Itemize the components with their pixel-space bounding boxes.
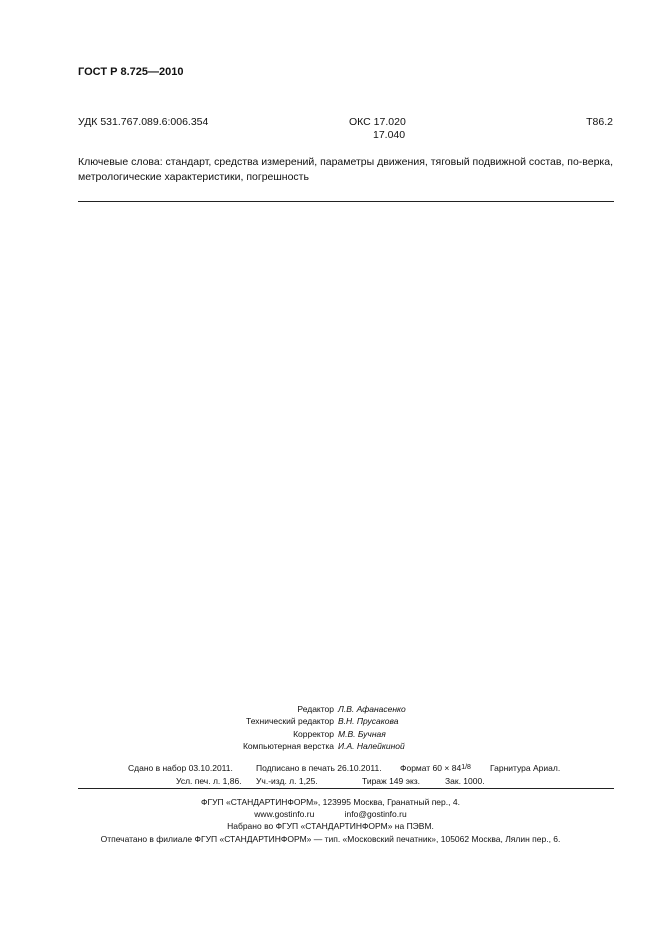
contact-row [0, 808, 661, 820]
publication-info [0, 762, 661, 787]
credit-row-corrector [0, 728, 661, 740]
credits-block [0, 703, 661, 752]
divider-bottom [78, 788, 614, 789]
credit-name: И.А. Налейкиной [338, 740, 405, 751]
format-prefix: Формат 60 [400, 763, 443, 773]
publisher-address: ФГУП «СТАНДАРТИНФОРМ», 123995 Москва, Гранатный пер., 4. [201, 797, 460, 807]
credit-name: В.Н. Прусакова [338, 716, 399, 727]
sent-date: Сдано в набор 03.10.2011. [128, 763, 233, 773]
tirazh-info: Тираж 149 экз. [362, 775, 421, 786]
signed-date: Подписано в печать 26.10.2011. [256, 763, 382, 773]
order-info: Зак. 1000. [445, 775, 485, 786]
oks-code [349, 116, 406, 141]
credit-role: Корректор [293, 728, 334, 739]
credit-role: Технический редактор [246, 716, 334, 727]
credit-row-layout [0, 740, 661, 752]
oks-line-1: ОКС 17.020 [349, 116, 406, 128]
divider-top [78, 201, 614, 202]
credit-name: М.В. Бучная [338, 728, 386, 739]
font-info: Гарнитура Ариал. [490, 763, 561, 773]
credit-role: Редактор [297, 704, 334, 714]
credit-row-tech-editor [0, 715, 661, 727]
format-suffix: 84 [451, 763, 462, 773]
typeset-info: Набрано во ФГУП «СТАНДАРТИНФОРМ» на ПЭВМ. [227, 821, 434, 832]
udk-code: УДК 531.767.089.6:006.354 [78, 116, 209, 128]
format-times: × [444, 763, 450, 773]
credit-name: Л.В. Афанасенко [338, 704, 406, 714]
format-fraction: 1/8 [461, 764, 471, 771]
keywords-paragraph: Ключевые слова: стандарт, средства измерений, параметры движения, тяговый подвижной состав, по-верка, метрологические характеристики, погрешность [78, 156, 614, 183]
uch-info: Уч.-изд. л. 1,25. [256, 775, 318, 786]
credit-role: Компьютерная верстка [242, 740, 334, 751]
publication-row-1 [0, 762, 661, 775]
printed-info: Отпечатано в филиале ФГУП «СТАНДАРТИНФОРМ» — тип. «Московский печатник», 105062 Москва, Лялин пер., 6. [100, 833, 561, 844]
email-link[interactable]: info@gostinfo.ru [344, 809, 407, 820]
t-code: Т86.2 [586, 116, 613, 128]
oks-line-2: 17.040 [373, 128, 406, 141]
format-info [400, 762, 471, 775]
publication-row-2 [0, 775, 661, 788]
standard-code: ГОСТ Р 8.725—2010 [78, 66, 184, 78]
credit-row-editor [0, 703, 661, 715]
footer-block [0, 796, 661, 845]
website-link[interactable]: www.gostinfo.ru [254, 809, 315, 820]
usl-info: Усл. печ. л. 1,86. [176, 775, 242, 786]
